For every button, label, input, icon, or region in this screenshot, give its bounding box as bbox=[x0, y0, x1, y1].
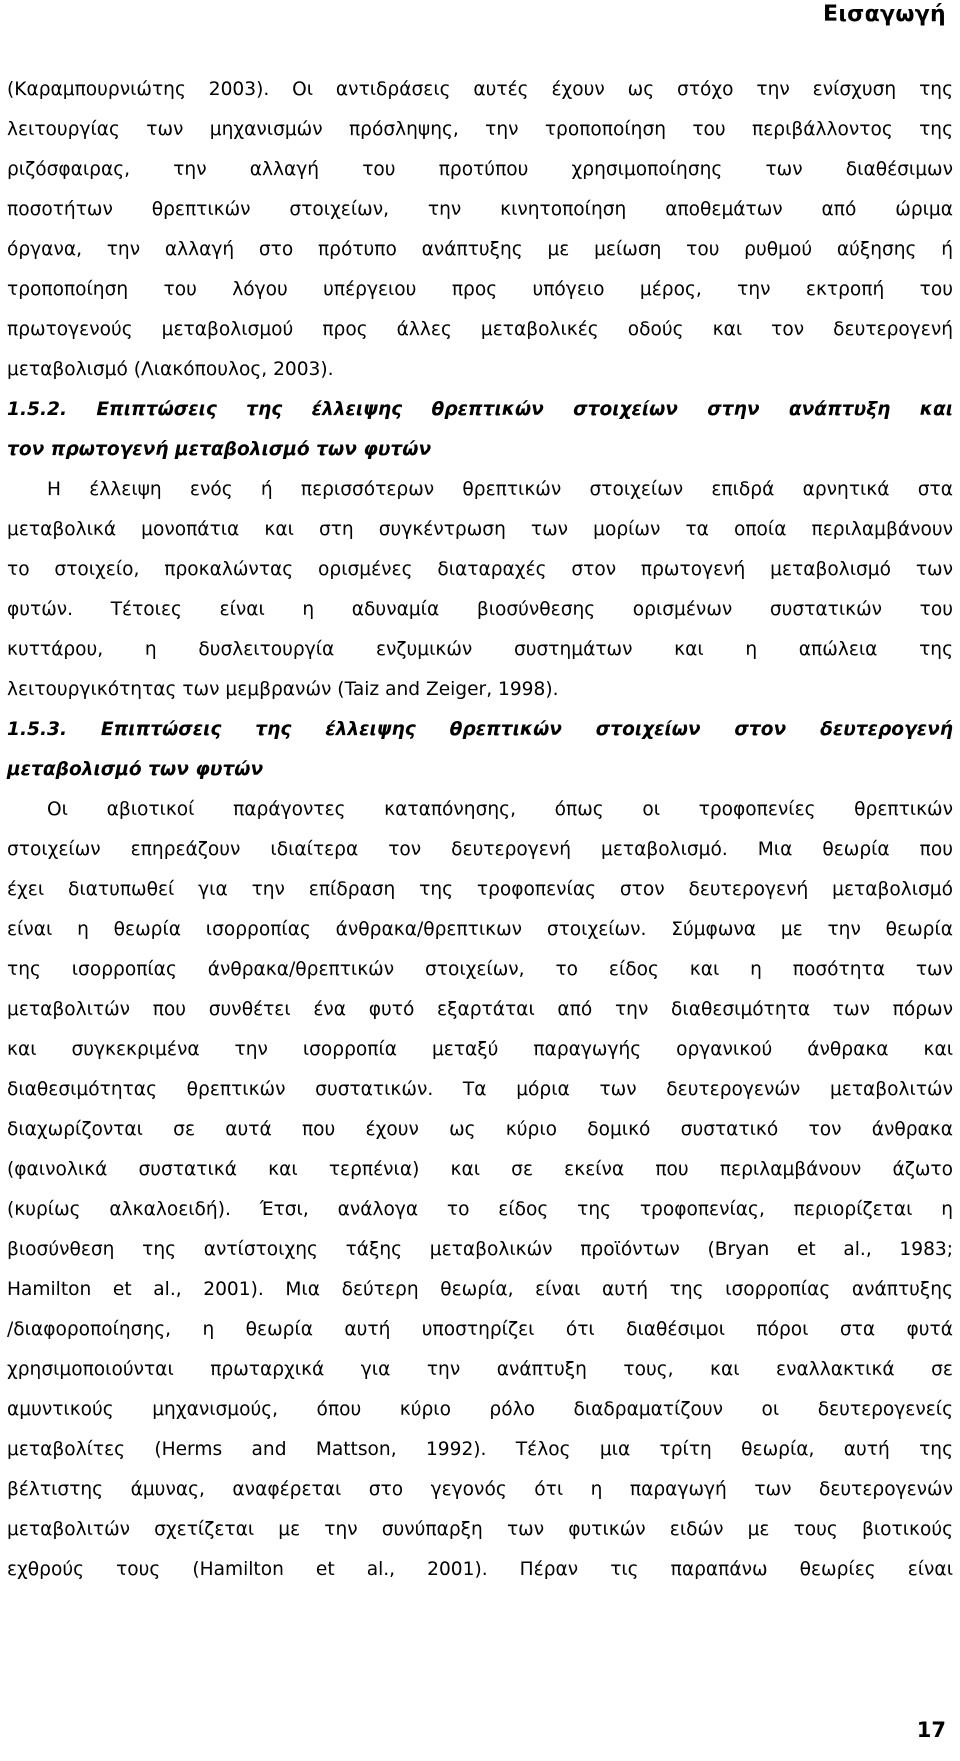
text-line: μεταβολισμό (Λιακόπουλος, 2003). bbox=[7, 359, 334, 380]
text-line: μεταβολιτών σχετίζεται με την συνύπαρξη των φυτικών ειδών με τους βιοτικούς bbox=[7, 1519, 953, 1540]
text-line: μεταβολιτών που συνθέτει ένα φυτό εξαρτάται από την διαθεσιμότητα των πόρων bbox=[7, 999, 953, 1020]
text-line: όργανα, την αλλαγή στο πρότυπο ανάπτυξης με μείωση του ρυθμού αύξησης ή bbox=[7, 239, 953, 260]
text-line: (Καραμπουρνιώτης 2003). Οι αντιδράσεις αυτές έχουν ως στόχο την ενίσχυση της bbox=[7, 79, 953, 100]
text-line: λειτουργίας των μηχανισμών πρόσληψης, την τροποποίηση του περιβάλλοντος της bbox=[7, 119, 953, 140]
text-line: της ισορροπίας άνθρακα/θρεπτικών στοιχείων, το είδος και η ποσότητα των bbox=[7, 959, 953, 980]
text-line: μεταβολίτες (Herms and Mattson, 1992). Τέλος μια τρίτη θεωρία, αυτή της bbox=[7, 1439, 953, 1460]
text-line: βιοσύνθεση της αντίστοιχης τάξης μεταβολικών προϊόντων (Bryan et al., 1983; bbox=[7, 1239, 953, 1260]
text-line: το στοιχείο, προκαλώντας ορισμένες διαταραχές στον πρωτογενή μεταβολισμό των bbox=[7, 559, 953, 580]
text-line: στοιχείων επηρεάζουν ιδιαίτερα τον δευτερογενή μεταβολισμό. Μια θεωρία που bbox=[7, 839, 953, 860]
text-line: διαχωρίζονται σε αυτά που έχουν ως κύριο δομικό συστατικό τον άνθρακα bbox=[7, 1119, 953, 1140]
text-line: εχθρούς τους (Hamilton et al., 2001). Πέραν τις παραπάνω θεωρίες είναι bbox=[7, 1559, 953, 1580]
text-line: αμυντικούς μηχανισμούς, όπου κύριο ρόλο διαδραματίζουν οι δευτερογενείς bbox=[7, 1399, 953, 1420]
text-line: ποσοτήτων θρεπτικών στοιχείων, την κινητοποίηση αποθεμάτων από ώριμα bbox=[7, 199, 953, 220]
text-line: και συγκεκριμένα την ισορροπία μεταξύ παραγωγής οργανικού άνθρακα και bbox=[7, 1039, 953, 1060]
text-line: Η έλλειψη ενός ή περισσότερων θρεπτικών στοιχείων επιδρά αρνητικά στα bbox=[47, 479, 953, 500]
text-line: (φαινολικά συστατικά και τερπένια) και σε εκείνα που περιλαμβάνουν άζωτο bbox=[7, 1159, 953, 1180]
text-line: χρησιμοποιούνται πρωταρχικά για την ανάπτυξη τους, και εναλλακτικά σε bbox=[7, 1359, 953, 1380]
text-line: /διαφοροποίησης, η θεωρία αυτή υποστηρίζει ότι διαθέσιμοι πόροι στα φυτά bbox=[7, 1319, 953, 1340]
heading-line: μεταβολισμό των φυτών bbox=[7, 759, 264, 780]
text-line: βέλτιστης άμυνας, αναφέρεται στο γεγονός ότι η παραγωγή των δευτερογενών bbox=[7, 1479, 953, 1500]
text-line: Οι αβιοτικοί παράγοντες καταπόνησης, όπως οι τροφοπενίες θρεπτικών bbox=[47, 799, 953, 820]
heading-line: 1.5.3. Επιπτώσεις της έλλειψης θρεπτικών στοιχείων στον δευτερογενή bbox=[7, 719, 953, 740]
paragraph-1-5-2 bbox=[7, 470, 953, 710]
section-heading-1-5-3 bbox=[7, 710, 953, 790]
page-number: 17 bbox=[916, 1718, 946, 1742]
text-line: διαθεσιμότητας θρεπτικών συστατικών. Τα μόρια των δευτερογενών μεταβολιτών bbox=[7, 1079, 953, 1100]
text-line: τροποποίηση του λόγου υπέργειου προς υπόγειο μέρος, την εκτροπή του bbox=[7, 279, 953, 300]
text-line: φυτών. Τέτοιες είναι η αδυναμία βιοσύνθεσης ορισμένων συστατικών του bbox=[7, 599, 953, 620]
section-heading-1-5-2 bbox=[7, 390, 953, 470]
text-line: πρωτογενούς μεταβολισμού προς άλλες μεταβολικές οδούς και τον δευτερογενή bbox=[7, 319, 953, 340]
body-text bbox=[7, 70, 953, 1590]
text-line: ριζόσφαιρας, την αλλαγή του προτύπου χρησιμοποίησης των διαθέσιμων bbox=[7, 159, 953, 180]
text-line: μεταβολικά μονοπάτια και στη συγκέντρωση των μορίων τα οποία περιλαμβάνουν bbox=[7, 519, 953, 540]
text-line: Hamilton et al., 2001). Μια δεύτερη θεωρία, είναι αυτή της ισορροπίας ανάπτυξης bbox=[7, 1279, 953, 1300]
heading-line: 1.5.2. Επιπτώσεις της έλλειψης θρεπτικών στοιχείων στην ανάπτυξη και bbox=[7, 399, 953, 420]
running-header: Εισαγωγή bbox=[822, 2, 946, 27]
text-line: (κυρίως αλκαλοειδή). Έτσι, ανάλογα το είδος της τροφοπενίας, περιορίζεται η bbox=[7, 1199, 953, 1220]
heading-line: τον πρωτογενή μεταβολισμό των φυτών bbox=[7, 439, 432, 460]
text-line: κυττάρου, η δυσλειτουργία ενζυμικών συστημάτων και η απώλεια της bbox=[7, 639, 953, 660]
text-line: λειτουργικότητας των μεμβρανών (Taiz and Zeiger, 1998). bbox=[7, 679, 559, 700]
paragraph-intro bbox=[7, 70, 953, 390]
paragraph-1-5-3 bbox=[7, 790, 953, 1590]
text-line: έχει διατυπωθεί για την επίδραση της τροφοπενίας στον δευτερογενή μεταβολισμό bbox=[7, 879, 953, 900]
text-line: είναι η θεωρία ισορροπίας άνθρακα/θρεπτικων στοιχείων. Σύμφωνα με την θεωρία bbox=[7, 919, 953, 940]
